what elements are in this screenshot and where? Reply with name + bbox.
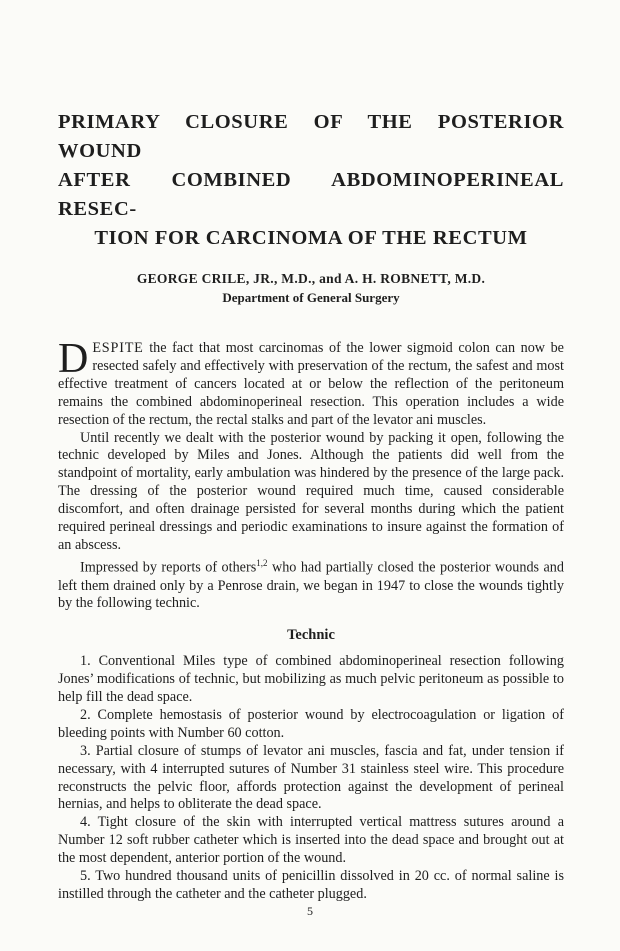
paragraph-intro-text: the fact that most carcinomas of the lower sigmoid colon can now be resected safely and effectively with preservation of the rectum, the safest and most effective treatment of cancers located at or below the reflection of the peritoneum remains the combined abdominoperineal resection. This operation includes a wide resection of the rectum, the rectal stalks and part of the levator ani muscles.: [58, 340, 564, 428]
technic-step-5: 5. Two hundred thousand units of penicillin dissolved in 20 cc. of normal saline is instilled through the catheter and the catheter plugged.: [58, 868, 564, 903]
reference-superscript: 1,2: [256, 557, 268, 568]
technic-step-2: 2. Complete hemostasis of posterior wound by electrocoagulation or ligation of bleeding points with Number 60 cotton.: [58, 706, 564, 741]
lead-word: ESPITE: [92, 340, 144, 356]
article-title: [58, 108, 564, 253]
technic-step-4: 4. Tight closure of the skin with interrupted vertical mattress sutures around a Number 12 soft rubber catheter which is inserted into the dead space and brought out at the most dependent, anterior portion of the wound.: [58, 814, 564, 867]
paragraph-3: [58, 555, 564, 613]
paragraph-3-text-a: Impressed by reports of others: [80, 559, 257, 576]
article-body: [58, 336, 564, 904]
title-line-3: TION FOR CARCINOMA OF THE RECTUM: [94, 227, 528, 249]
drop-cap: D: [58, 336, 89, 382]
page-number: 5: [307, 904, 313, 918]
section-heading-technic: Technic: [287, 627, 335, 644]
article-page: [58, 108, 564, 904]
paragraph-3-text-b: who had partially closed the posterior wounds and left them drained only by a Penrose drain, we began in 1947 to close the wounds tightly by the following technic.: [58, 559, 564, 612]
paragraph-intro: [58, 336, 564, 430]
article-department: Department of General Surgery: [222, 290, 400, 305]
technic-step-3: 3. Partial closure of stumps of levator ani muscles, fascia and fat, under tension if necessary, with 4 interrupted sutures of Number 31 stainless steel wire. This procedure reconstructs the pelvic floor, affords protection against the development of perineal hernias, and helps to obliterate the dead space.: [58, 742, 564, 813]
article-authors: GEORGE CRILE, JR., M.D., and A. H. ROBNETT, M.D.: [136, 271, 486, 286]
title-line-2: AFTER COMBINED ABDOMINOPERINEAL RESEC-: [58, 169, 564, 220]
paragraph-2: Until recently we dealt with the posterior wound by packing it open, following the technic developed by Miles and Jones. Although the patients did well from the standpoint of mortality, early ambulation was hindered by the presence of the large pack. The dressing of the posterior wound required much time, caused considerable discomfort, and often drainage persisted for several months during which the patient required perineal dressings and periodic examinations to insure against the formation of an abscess.: [58, 429, 564, 553]
title-line-1: PRIMARY CLOSURE OF THE POSTERIOR WOUND: [58, 111, 564, 162]
technic-step-1: 1. Conventional Miles type of combined abdominoperineal resection following Jones’ modifications of technic, but mobilizing as much pelvic peritoneum as possible to help fill the dead space.: [58, 653, 564, 706]
